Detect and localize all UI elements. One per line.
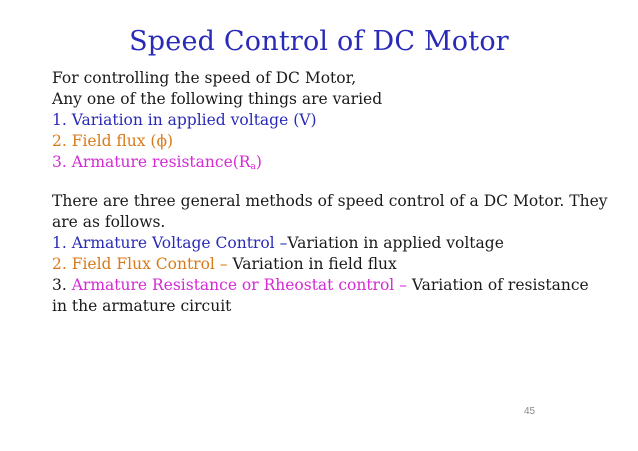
method-2-number: 2. (52, 255, 72, 273)
page-number: 45 (524, 406, 536, 417)
list-item-2 (52, 131, 382, 152)
method-3-separator: – (394, 276, 412, 294)
list-item-3-symbol-close: ) (255, 153, 262, 171)
list-item-2-text: Field flux (66, 132, 151, 150)
intro-line-2: Any one of the following things are varied (52, 90, 383, 108)
intro-block (52, 68, 382, 178)
methods-intro-line-2: are as follows. (52, 213, 166, 231)
method-2-separator: – (214, 255, 233, 273)
list-item-1 (52, 110, 382, 131)
list-item-1-text: Variation in applied voltage (66, 111, 294, 129)
list-item-3-symbol-open: (R (232, 153, 251, 171)
method-3-name: Armature Resistance or Rheostat control (71, 276, 395, 294)
list-item-3-symbol-subscript: a (250, 162, 256, 172)
method-2-description: Variation in field flux (232, 255, 397, 273)
list-item-1-symbol: (V) (293, 111, 317, 129)
method-1-number: 1. (52, 234, 72, 252)
list-item-1-number: 1. (52, 111, 67, 129)
method-item-3 (52, 275, 592, 317)
method-item-1 (52, 233, 592, 254)
method-item-2 (52, 254, 592, 275)
list-item-2-number: 2. (52, 132, 67, 150)
method-1-description: Variation in applied voltage (287, 234, 504, 252)
method-2-name: Field Flux Control (71, 255, 215, 273)
list-item-3-number: 3. (52, 153, 67, 171)
list-item-3-text: Armature resistance (66, 153, 233, 171)
methods-block (52, 191, 608, 317)
methods-intro-line-1: There are three general methods of speed control of a DC Motor. They (52, 192, 608, 210)
method-3-number: 3. (52, 276, 72, 294)
method-1-separator: – (274, 234, 288, 252)
list-item-2-symbol: (ϕ) (150, 132, 174, 150)
intro-line-1: For controlling the speed of DC Motor, (52, 69, 357, 87)
method-1-name: Armature Voltage Control (71, 234, 275, 252)
list-item-3 (52, 152, 382, 178)
slide-title: Speed Control of DC Motor (129, 26, 509, 57)
method-3-description: Variation of resistance in the armature circuit (52, 276, 589, 315)
